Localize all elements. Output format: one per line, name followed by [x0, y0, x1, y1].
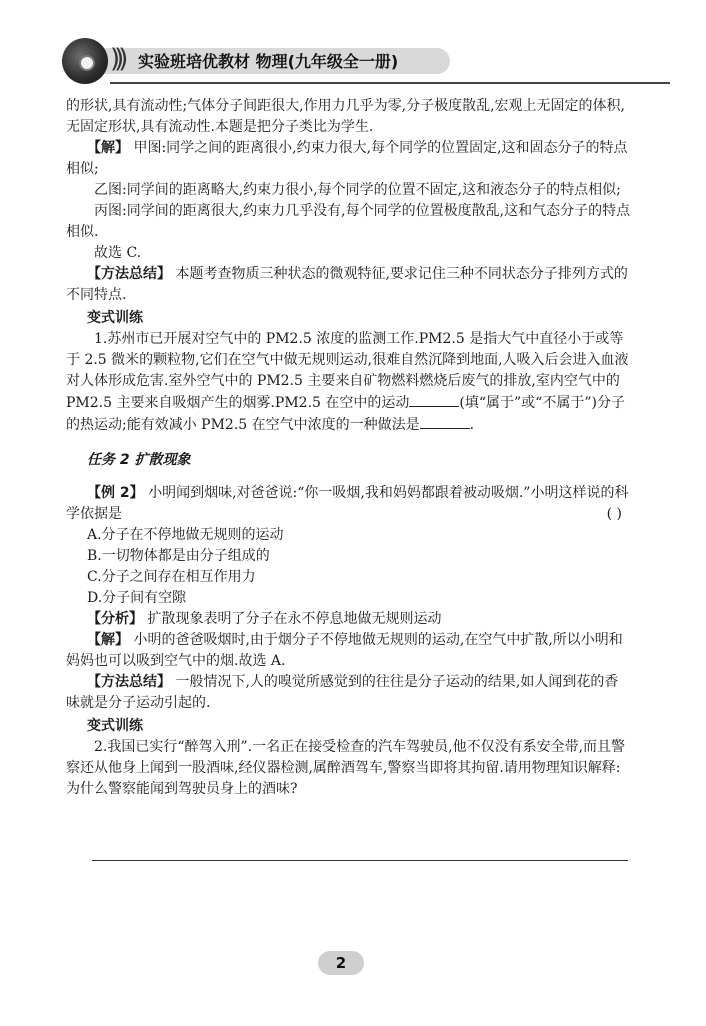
practice-heading: 变式训练: [87, 718, 143, 734]
method-text: 本题考查物质三种状态的微观特征,要求记住三种不同状态分子排列方式的不同特点.: [66, 266, 628, 303]
solution-paragraph: [66, 138, 632, 180]
solution-text: 小明的爸爸吸烟时,由于烟分子不停地做无规则的运动,在空气中扩散,所以小明和妈妈也可以吸到空气中的烟.故选 A.: [66, 632, 623, 669]
question-text: (填“属于”或“不属于”)分子的热运动;能有效减小 PM2.5 在空气中浓度的一种做法是: [66, 395, 625, 433]
option-c: C.分子之间存在相互作用力: [87, 569, 256, 585]
solution-paragraph: [66, 630, 632, 672]
question-text: .: [469, 417, 475, 433]
arc-decoration-icon: ))): [110, 44, 123, 74]
method-summary: [66, 264, 632, 306]
solution-tag: 【解】: [87, 632, 129, 648]
header-rule: [110, 82, 670, 84]
answer-parentheses: ( ): [606, 506, 622, 522]
answer-line[interactable]: [92, 860, 628, 861]
method-tag: 【方法总结】: [87, 674, 171, 690]
header-title: 实验班培优教材 物理(九年级全一册): [138, 52, 399, 71]
practice-question: [66, 329, 632, 436]
solution-paragraph: 丙图:同学间的距离很大,约束力几乎没有,每个同学的位置极度散乱,这和气态分子的特点相似.: [66, 203, 631, 240]
analysis-text: 扩散现象表明了分子在永不停息地做无规则运动: [143, 611, 442, 627]
analysis-tag: 【分析】: [87, 611, 143, 627]
question-text: 1.苏州市已开展对空气中的 PM2.5 浓度的监测工作.PM2.5 是指大气中直径小于或等于 2.5 微米的颗粒物,它们在空气中做无规则运动,很难自然沉降到地面,人吸入后会进入血液对人体形成危害.室外空气中的 PM2.5 主要来自矿物燃料燃烧后废气的排放,室内空气中的 PM2.5 主要来自吸烟产生的烟雾.PM2.5 在空中的运动: [66, 331, 629, 411]
practice-question: 2.我国已实行“醉驾入刑”.一名正在接受检查的汽车驾驶员,他不仅没有系安全带,而且警察还从他身上闻到一股酒味,经仪器检测,属醉酒驾车,警察当即将其拘留.请用物理知识解释:为什么警察能闻到驾驶员身上的酒味?: [66, 739, 626, 797]
answer-choice: 故选 C.: [94, 245, 142, 261]
solution-text: 甲图:同学之间的距离很小,约束力很大,每个同学的位置固定,这和固态分子的特点相似;: [66, 140, 628, 177]
analysis-paragraph: [66, 609, 632, 630]
disc-logo-icon: [62, 38, 108, 84]
method-tag: 【方法总结】: [87, 266, 171, 282]
disc-center: [79, 55, 95, 71]
paragraph: 的形状,具有流动性;气体分子间距很大,作用力几乎为零,分子极度散乱,宏观上无固定的体积,无固定形状,具有流动性.本题是把分子类比为学生.: [66, 98, 625, 135]
page-content: [66, 96, 632, 800]
solution-tag: 【解】: [87, 140, 129, 156]
section-title: 任务 2 扩散现象: [87, 452, 191, 468]
example-question: [66, 483, 632, 525]
fill-blank[interactable]: [420, 414, 470, 429]
example-text: 小明闻到烟味,对爸爸说:“你一吸烟,我和妈妈都跟着被动吸烟.”小明这样说的科学依据是: [66, 485, 629, 522]
method-summary: [66, 672, 632, 714]
page-header: [60, 34, 660, 90]
example-tag: 【例 2】: [87, 485, 144, 501]
option-b: B.一切物体都是由分子组成的: [87, 548, 270, 564]
fill-blank[interactable]: [409, 392, 459, 407]
method-text: 一般情况下,人的嗅觉所感觉到的往往是分子运动的结果,如人闻到花的香味就是分子运动引起的.: [66, 674, 619, 711]
page-number-tab: [318, 951, 364, 975]
option-a: A.分子在不停地做无规则的运动: [87, 527, 284, 543]
practice-heading: 变式训练: [87, 310, 143, 326]
solution-paragraph: 乙图:同学间的距离略大,约束力很小,每个同学的位置不固定,这和液态分子的特点相似;: [94, 182, 621, 198]
option-d: D.分子间有空隙: [87, 590, 187, 606]
page-number: 2: [335, 954, 347, 972]
